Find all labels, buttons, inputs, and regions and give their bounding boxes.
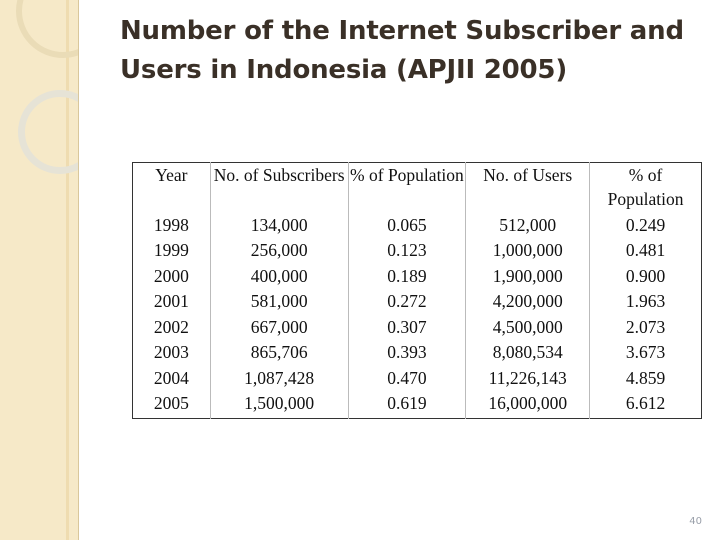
cell-users-percent: 0.900: [590, 264, 702, 290]
cell-subscribers: 134,000: [210, 213, 348, 239]
cell-subscribers: 400,000: [210, 264, 348, 290]
decorative-ring-top: [16, 0, 79, 58]
cell-subscribers-percent: 0.393: [348, 340, 466, 366]
cell-users: 1,000,000: [466, 238, 590, 264]
header-subscribers: No. of Subscribers: [210, 163, 348, 213]
table-row: [133, 238, 702, 264]
cell-subscribers: 1,500,000: [210, 391, 348, 418]
cell-subscribers-percent: 0.189: [348, 264, 466, 290]
cell-users-percent: 1.963: [590, 289, 702, 315]
table-row: [133, 391, 702, 418]
cell-subscribers: 256,000: [210, 238, 348, 264]
cell-users-percent: 0.249: [590, 213, 702, 239]
decorative-side-panel: [0, 0, 79, 540]
cell-year: 1998: [153, 214, 189, 235]
decorative-ring-middle: [18, 90, 79, 174]
cell-subscribers-percent: 0.307: [348, 315, 466, 341]
cell-subscribers: 1,087,428: [210, 366, 348, 392]
table-row: [133, 315, 702, 341]
cell-users-percent: 6.612: [590, 391, 702, 418]
cell-users-percent: 0.481: [590, 238, 702, 264]
header-users-percent: % of Population: [590, 163, 702, 213]
cell-year: 2000: [153, 265, 189, 286]
cell-subscribers-percent: 0.123: [348, 238, 466, 264]
cell-users-percent: 2.073: [590, 315, 702, 341]
header-year: Year: [155, 165, 188, 185]
cell-users: 1,900,000: [466, 264, 590, 290]
header-users: No. of Users: [466, 163, 590, 213]
side-stripe: [66, 0, 69, 540]
table-row: [133, 264, 702, 290]
cell-users: 8,080,534: [466, 340, 590, 366]
cell-subscribers-percent: 0.619: [348, 391, 466, 418]
table-body: [133, 213, 702, 419]
cell-users: 11,226,143: [466, 366, 590, 392]
slide-title: Number of the Internet Subscriber and Users in Indonesia (APJII 2005): [120, 16, 684, 85]
cell-year: 2003: [153, 342, 189, 362]
table-row: [133, 366, 702, 392]
table-row: [133, 289, 702, 315]
cell-subscribers-percent: 0.065: [348, 213, 466, 239]
cell-users: 512,000: [466, 213, 590, 239]
cell-year: 2004: [153, 367, 189, 388]
cell-users: 16,000,000: [466, 391, 590, 418]
cell-year: 2001: [153, 291, 189, 311]
cell-users: 4,200,000: [466, 289, 590, 315]
cell-subscribers: 581,000: [210, 289, 348, 315]
cell-users-percent: 3.673: [590, 340, 702, 366]
subscribers-table: [132, 162, 702, 419]
cell-subscribers-percent: 0.470: [348, 366, 466, 392]
cell-year: 1999: [153, 240, 189, 260]
table-row: [133, 213, 702, 239]
cell-year: 2005: [153, 393, 189, 413]
cell-users: 4,500,000: [466, 315, 590, 341]
cell-users-percent: 4.859: [590, 366, 702, 392]
page-number: 40: [689, 516, 702, 527]
table-row: [133, 340, 702, 366]
table-header-row: [133, 163, 702, 213]
cell-subscribers-percent: 0.272: [348, 289, 466, 315]
header-subscribers-percent: % of Population: [348, 163, 466, 213]
cell-subscribers: 865,706: [210, 340, 348, 366]
cell-year: 2002: [153, 316, 189, 337]
cell-subscribers: 667,000: [210, 315, 348, 341]
